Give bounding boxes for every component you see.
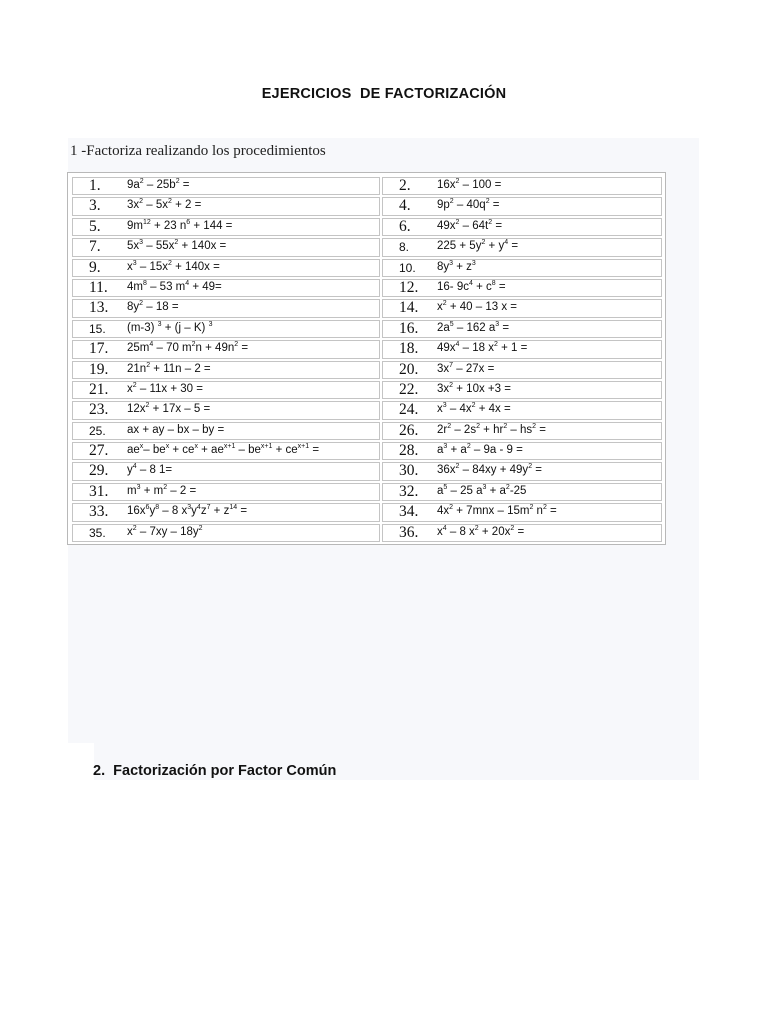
exercise-row bbox=[382, 197, 662, 215]
exercise-number: 29. bbox=[89, 462, 109, 480]
exercise-number: 19. bbox=[89, 360, 109, 378]
section-2-title: Factorización por Factor Común bbox=[113, 763, 337, 779]
exercise-number: 21. bbox=[89, 380, 109, 398]
exercise-number: 8. bbox=[399, 240, 410, 255]
shaded-region-notch bbox=[68, 743, 94, 781]
exercise-expression: $2a^5 - 162$ $a^3$ = bbox=[437, 320, 510, 334]
exercise-row bbox=[382, 524, 662, 542]
exercise-row bbox=[72, 259, 380, 277]
section-2-heading bbox=[93, 763, 336, 779]
exercise-expression: $x^2 + 40 - 13$ x = bbox=[437, 300, 517, 314]
exercise-row bbox=[72, 381, 380, 399]
exercise-expression: (m-3) $^3$ + (j – K) $^3$ bbox=[127, 320, 213, 334]
exercise-expression: $12x^2 + 17x - 5$ = bbox=[127, 402, 211, 416]
exercise-row bbox=[382, 503, 662, 521]
exercise-row bbox=[72, 279, 380, 297]
exercise-expression: $x^3 - 15x^2 + 140x$ = bbox=[127, 259, 220, 273]
exercise-expression: $225 + 5y^2 + y^4$ = bbox=[437, 239, 519, 253]
exercise-row bbox=[382, 177, 662, 195]
exercise-number: 30. bbox=[399, 462, 419, 480]
exercise-row bbox=[382, 299, 662, 317]
exercise-expression: 16- $9c^4 + c^8$ = bbox=[437, 279, 506, 293]
exercise-expression: $49x^4 - 18$ $x^2 + 1$ = bbox=[437, 341, 528, 355]
exercise-expression: $25m^4 - 70$ $m^2n + 49n^2$ = bbox=[127, 341, 249, 355]
exercise-expression: $8y^3 + z^3$ bbox=[437, 259, 476, 273]
exercise-expression: $8y^2 - 18$ = bbox=[127, 300, 179, 314]
exercise-row bbox=[382, 279, 662, 297]
exercise-number: 16. bbox=[399, 319, 419, 337]
exercise-number: 7. bbox=[89, 238, 101, 256]
exercise-row bbox=[72, 462, 380, 480]
exercise-number: 15. bbox=[89, 321, 106, 336]
exercise-column-right bbox=[382, 177, 662, 544]
exercise-expression: $36x^2 - 84xy + 49y^2$ = bbox=[437, 463, 543, 477]
exercise-expression: $x^4 - 8$ $x^2 + 20x^2$ = bbox=[437, 524, 525, 538]
exercise-row bbox=[382, 238, 662, 256]
exercise-number: 34. bbox=[399, 503, 419, 521]
exercise-number: 17. bbox=[89, 340, 109, 358]
exercise-number: 3. bbox=[89, 197, 101, 215]
exercise-number: 1. bbox=[89, 177, 101, 194]
exercise-number: 5. bbox=[89, 217, 101, 235]
exercise-row bbox=[382, 422, 662, 440]
exercise-row bbox=[382, 259, 662, 277]
exercise-expression: $ae^x-$ $be^x + ce^x + ae^{x+1} - be^{x+1} + ce^{x+1}$ = bbox=[127, 443, 320, 457]
exercise-expression: $x^2 - 7xy - 18y^2$ bbox=[127, 524, 203, 538]
exercise-table bbox=[67, 172, 666, 545]
exercise-number: 9. bbox=[89, 258, 101, 276]
exercise-expression: $2r^2 - 2s^2 + hr^2 - hs^2$ = bbox=[437, 422, 546, 436]
exercise-row bbox=[72, 340, 380, 358]
section-1-heading: 1 -Factoriza realizando los procedimientos bbox=[70, 143, 326, 159]
exercise-expression: $16x^6y^8 - 8$ $x^3y^4z^7 + z^{14}$ = bbox=[127, 504, 248, 518]
exercise-row bbox=[72, 483, 380, 501]
exercise-expression: $y^4 - 8$ 1= bbox=[127, 463, 173, 477]
exercise-row bbox=[72, 197, 380, 215]
exercise-expression: $21n^2 + 11n - 2$ = bbox=[127, 361, 211, 375]
exercise-number: 18. bbox=[399, 340, 419, 358]
exercise-number: 4. bbox=[399, 197, 411, 215]
exercise-expression: $9a^2 - 25b^2$ = bbox=[127, 178, 190, 191]
exercise-row bbox=[382, 320, 662, 338]
exercise-expression: $a^3 + a^2 - 9a - 9$ = bbox=[437, 443, 523, 457]
exercise-expression: $16x^2 - 100$ = bbox=[437, 178, 502, 191]
exercise-row bbox=[72, 218, 380, 236]
exercise-expression: $x^3 - 4x^2 + 4x$ = bbox=[437, 402, 511, 416]
exercise-number: 31. bbox=[89, 482, 109, 500]
exercise-number: 27. bbox=[89, 442, 109, 460]
exercise-number: 26. bbox=[399, 421, 419, 439]
exercise-row bbox=[382, 340, 662, 358]
exercise-row bbox=[382, 361, 662, 379]
exercise-expression: $a^5 - 25$ $a^3 + a^2-25$ bbox=[437, 483, 527, 497]
exercise-number: 24. bbox=[399, 401, 419, 419]
exercise-row bbox=[72, 320, 380, 338]
exercise-number: 12. bbox=[399, 278, 419, 296]
exercise-number: 11. bbox=[89, 278, 108, 296]
exercise-number: 32. bbox=[399, 482, 419, 500]
exercise-row bbox=[382, 462, 662, 480]
exercise-expression: $4m^8 - 53$ $m^4 + 49=$ bbox=[127, 279, 222, 293]
exercise-number: 10. bbox=[399, 260, 416, 275]
exercise-number: 36. bbox=[399, 523, 419, 541]
page-title: EJERCICIOS DE FACTORIZACIÓN bbox=[261, 86, 507, 102]
exercise-expression: $3x^7 - 27x$ = bbox=[437, 361, 495, 375]
exercise-row bbox=[72, 503, 380, 521]
exercise-number: 28. bbox=[399, 442, 419, 460]
exercise-expression: ax + ay – bx – by = bbox=[127, 423, 225, 436]
exercise-expression: $m^3 + m^2 - 2$ = bbox=[127, 483, 197, 497]
exercise-number: 14. bbox=[399, 299, 419, 317]
section-2-number: 2. bbox=[93, 763, 106, 779]
exercise-number: 33. bbox=[89, 503, 109, 521]
exercise-row bbox=[72, 442, 380, 460]
exercise-expression: $49x^2 - 64t^2$ = bbox=[437, 218, 503, 232]
exercise-expression: $x^2 - 11x + 30$ = bbox=[127, 381, 203, 395]
exercise-expression: $3x^2 + 10x +3$ = bbox=[437, 381, 511, 395]
exercise-expression: $9m^{12} + 23$ $n^6 + 144$ = bbox=[127, 218, 233, 232]
exercise-row bbox=[382, 483, 662, 501]
exercise-row bbox=[72, 238, 380, 256]
exercise-number: 35. bbox=[89, 525, 106, 540]
exercise-row bbox=[382, 401, 662, 419]
exercise-number: 22. bbox=[399, 380, 419, 398]
exercise-number: 13. bbox=[89, 299, 109, 317]
exercise-number: 25. bbox=[89, 423, 106, 438]
exercise-row bbox=[72, 401, 380, 419]
exercise-number: 2. bbox=[399, 177, 411, 194]
exercise-number: 23. bbox=[89, 401, 109, 419]
exercise-expression: $5x^3 - 55x^2 + 140x$ = bbox=[127, 239, 227, 253]
exercise-number: 20. bbox=[399, 360, 419, 378]
exercise-expression: $9p^2 - 40q^2$ = bbox=[437, 198, 500, 212]
exercise-row bbox=[382, 442, 662, 460]
exercise-row bbox=[72, 524, 380, 542]
exercise-row bbox=[72, 361, 380, 379]
exercise-expression: $4x^2 + 7mnx - 15m^2$ $n^2$ = bbox=[437, 504, 557, 518]
exercise-row bbox=[72, 299, 380, 317]
exercise-column-left bbox=[72, 177, 380, 544]
exercise-row bbox=[72, 422, 380, 440]
exercise-row bbox=[72, 177, 380, 195]
exercise-row bbox=[382, 381, 662, 399]
exercise-number: 6. bbox=[399, 217, 411, 235]
exercise-expression: $3x^2 - 5x^2 + 2$ = bbox=[127, 198, 202, 212]
exercise-row bbox=[382, 218, 662, 236]
